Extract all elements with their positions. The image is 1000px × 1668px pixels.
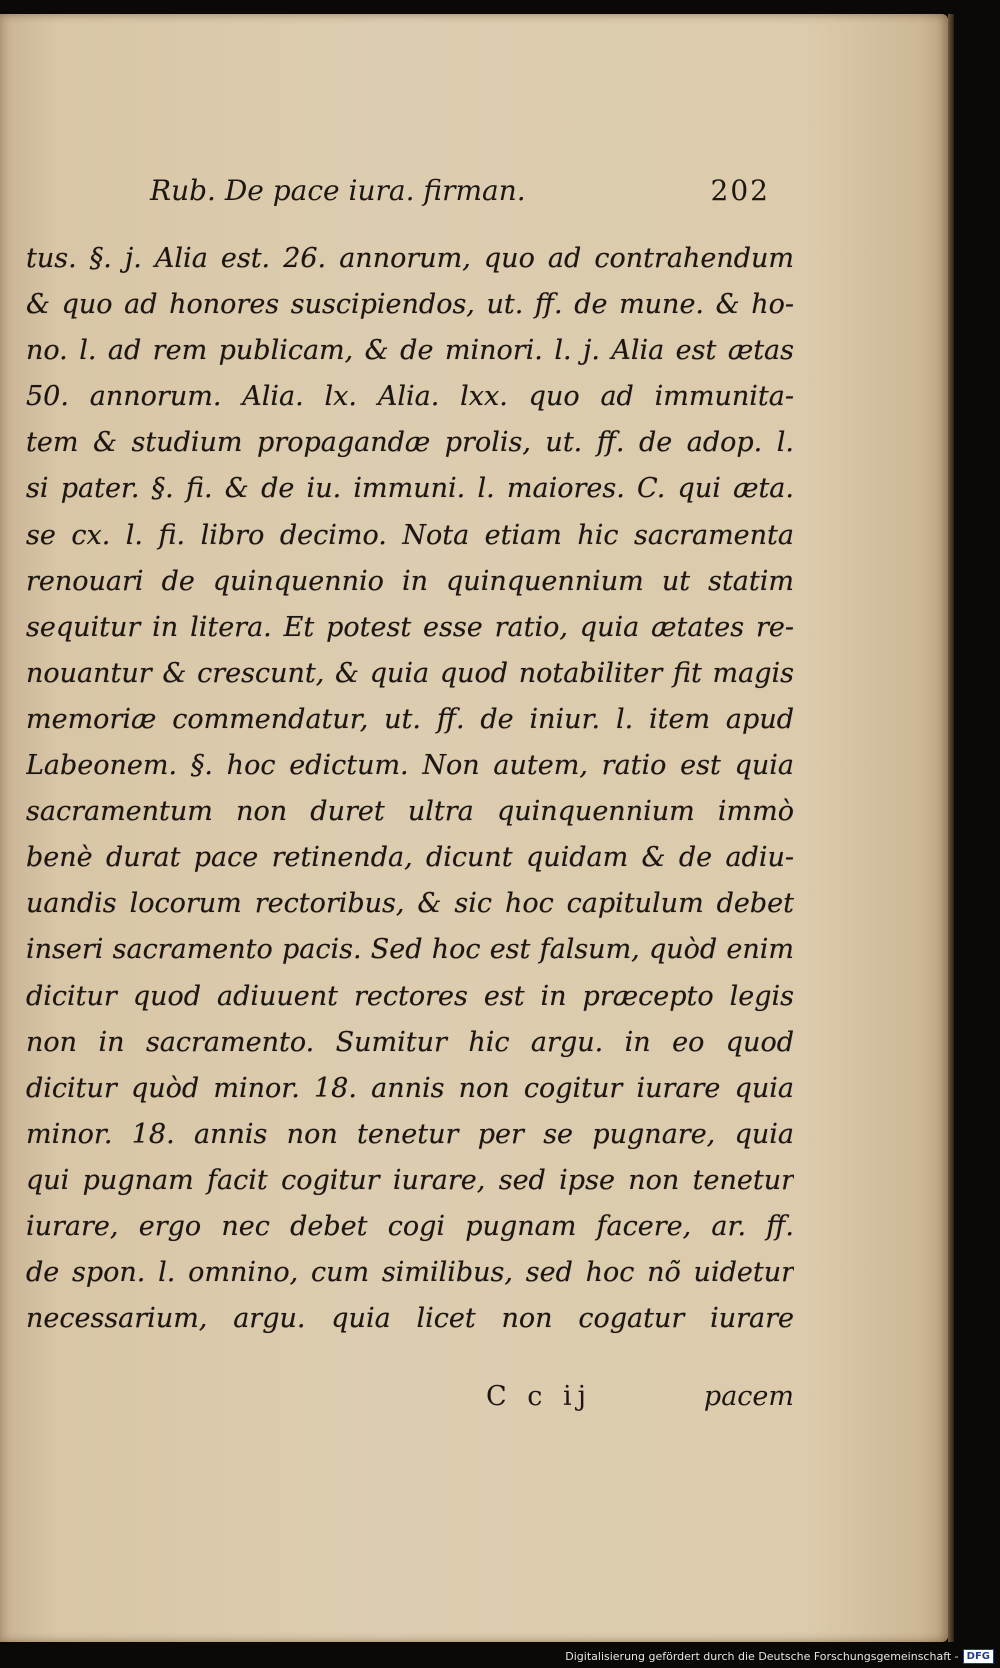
text-line: de spon. l. omnino, cum similibus, sed hoc nõ uidetur xyxy=(26,1257,794,1289)
book-page xyxy=(0,14,948,1642)
text-line: tus. §. j. Alia est. 26. annorum, quo ad contrahendum xyxy=(26,243,794,274)
text-line: qui pugnam facit cogitur iurare, sed ipse non tenetur xyxy=(26,1164,794,1196)
page-header xyxy=(150,174,770,214)
text-line: & quo ad honores suscipiendos, ut. ff. de mune. & ho- xyxy=(26,289,794,321)
text-line: minor. 18. annis non tenetur per se pugnare, quia xyxy=(26,1118,794,1150)
text-line: memoriæ commendatur, ut. ff. de iniur. l. item apud xyxy=(26,703,794,735)
text-line: nouantur & crescunt, & quia quod notabiliter fit magis xyxy=(26,657,794,689)
page-edge xyxy=(948,14,954,1642)
text-line: si pater. §. fi. & de iu. immuni. l. maiores. C. qui æta. xyxy=(26,473,794,505)
text-line: dicitur quòd minor. 18. annis non cogitur iurare quia xyxy=(26,1072,794,1104)
page-footer xyxy=(26,1374,794,1420)
text-line: benè durat pace retinenda, dicunt quidam & de adiu- xyxy=(26,842,794,874)
running-head: Rub. De pace iura. firman. xyxy=(150,174,526,207)
text-line: iurare, ergo nec debet cogi pugnam facere, ar. ff. xyxy=(26,1210,794,1242)
text-line: no. l. ad rem publicam, & de minori. l. j. Alia est ætas xyxy=(26,335,794,367)
signature-mark: C c ij xyxy=(486,1381,592,1412)
dfg-logo: DFG xyxy=(963,1649,994,1664)
text-line: dicitur quod adiuuent rectores est in præcepto legis xyxy=(26,980,794,1012)
text-line: necessarium, argu. quia licet non cogatur iurare xyxy=(26,1303,794,1335)
text-line: non in sacramento. Sumitur hic argu. in eo quod xyxy=(26,1026,794,1058)
text-line: se cx. l. fi. libro decimo. Nota etiam hic sacramenta xyxy=(26,519,794,551)
page-number: 202 xyxy=(710,174,770,207)
text-line: tem & studium propagandæ prolis, ut. ff. de adop. l. xyxy=(26,427,794,459)
body-text xyxy=(26,236,794,1342)
digitization-credit xyxy=(565,1646,994,1666)
text-line: sequitur in litera. Et potest esse ratio, quia ætates re- xyxy=(26,611,794,643)
text-line: uandis locorum rectoribus, & sic hoc capitulum debet xyxy=(26,888,794,920)
text-line: Labeonem. §. hoc edictum. Non autem, ratio est quia xyxy=(26,750,794,782)
text-line: sacramentum non duret ultra quinquennium immò xyxy=(26,796,794,828)
text-line: renouari de quinquennio in quinquennium ut statim xyxy=(26,565,794,597)
credit-text: Digitalisierung gefördert durch die Deutsche Forschungsgemeinschaft - xyxy=(565,1649,959,1663)
text-line: inseri sacramento pacis. Sed hoc est falsum, quòd enim xyxy=(26,934,794,966)
catchword: pacem xyxy=(703,1381,794,1412)
text-line: 50. annorum. Alia. lx. Alia. lxx. quo ad immunita- xyxy=(26,381,794,413)
